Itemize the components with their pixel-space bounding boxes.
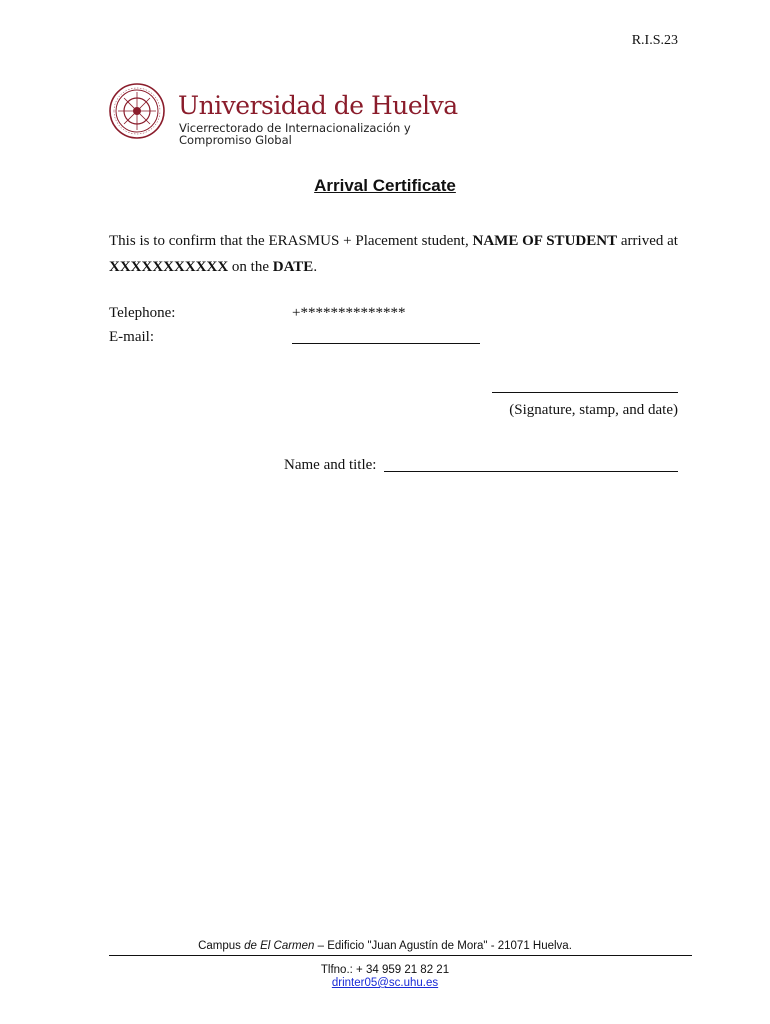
signature-line[interactable]	[492, 392, 678, 393]
logo-subtitle-line1: Vicerrectorado de Internacionalización y	[179, 121, 411, 135]
body-part2: arrived at	[617, 233, 678, 249]
footer-address	[0, 940, 770, 952]
signature-label: (Signature, stamp, and date)	[509, 402, 678, 418]
student-name: NAME OF STUDENT	[472, 233, 618, 249]
footer-divider	[109, 955, 692, 956]
body-part1: This is to confirm that the ERASMUS + Placement student,	[109, 233, 473, 249]
document-title: Arrival Certificate	[314, 176, 456, 195]
logo-subtitle-line2: Compromiso Global	[179, 133, 292, 147]
name-title-blank-line[interactable]	[384, 471, 678, 472]
name-title-label: Name and title:	[284, 457, 377, 473]
arrival-place: XXXXXXXXXXX	[109, 259, 229, 275]
university-logo-name: Universidad de Huelva	[178, 91, 458, 120]
telephone-value: +**************	[292, 305, 406, 321]
footer-campus: de El Carmen	[244, 940, 315, 952]
body-part4: .	[313, 259, 318, 275]
document-reference: R.I.S.23	[631, 33, 678, 48]
confirmation-paragraph	[109, 228, 678, 280]
footer-email-link[interactable]: drinter05@sc.uhu.es	[331, 977, 439, 989]
email-label: E-mail:	[109, 329, 154, 345]
logo-subtitle	[179, 122, 411, 146]
email-blank-line[interactable]	[292, 343, 480, 344]
university-seal-icon	[108, 82, 166, 140]
arrival-date: DATE	[272, 259, 314, 275]
footer-addr-prefix: Campus	[198, 940, 245, 952]
telephone-label: Telephone:	[109, 305, 176, 321]
body-part3: on the	[228, 259, 273, 275]
footer-phone: Tlfno.: + 34 959 21 82 21	[320, 964, 450, 976]
footer-addr-rest: – Edificio "Juan Agustín de Mora" - 21071 Huelva.	[314, 940, 572, 952]
